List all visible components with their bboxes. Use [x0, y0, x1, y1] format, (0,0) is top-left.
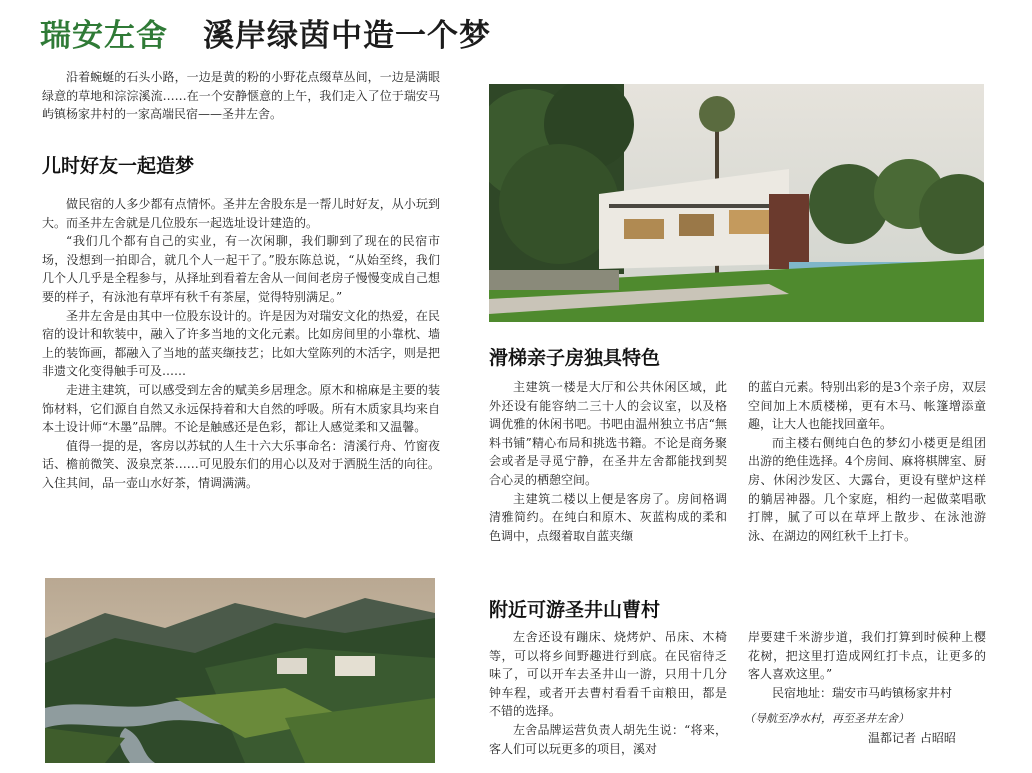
section1-body: [42, 195, 440, 493]
paragraph: 岸要建千米游步道，我们打算到时候种上樱花树，把这里打造成网红打卡点，让更多的客人喜欢这里。”: [748, 630, 986, 682]
intro-paragraph: 沿着蜿蜒的石头小路，一边是黄的粉的小野花点缀草丛间，一边是满眼绿意的草地和淙淙溪流……在一个安静惬意的上午，我们走入了位于瑞安马屿镇杨家井村的一家高端民宿——圣井左舍。: [42, 70, 440, 122]
section2-col1: [489, 378, 727, 545]
paragraph: 的蓝白元素。特别出彩的是3个亲子房，双层空间加上木质楼梯，更有木马、帐篷增添童趣，让大人也能找回童年。: [748, 380, 986, 432]
paragraph: 主建筑一楼是大厅和公共休闲区域，此外还设有能容纳二三十人的会议室，以及格调优雅的休闲书吧。书吧由温州独立书店“無料书铺”精心布局和挑选书籍。不论是商务聚会或者是寻觅宁静，在圣井左舍都能找到契合心灵的栖憩空间。: [489, 380, 727, 487]
address-line: 民宿地址：瑞安市马屿镇杨家井村: [772, 685, 953, 700]
aerial-valley-photo: [45, 578, 435, 763]
reporter-byline: 温都记者 占昭昭: [868, 731, 956, 745]
navigation-note: （导航至净水村，再至圣井左舍）: [744, 712, 909, 725]
section3-col1: [489, 628, 727, 758]
paragraph: 左舍品牌运营负责人胡先生说：“将来，客人们可以玩更多的项目，溪对: [489, 722, 727, 756]
intro-text: [42, 68, 440, 124]
section2-col2: [748, 378, 986, 545]
paragraph: 值得一提的是，客房以苏轼的人生十六大乐事命名：清溪行舟、竹窗夜话、檐前微笑、汲泉烹茶……可见股东们的用心以及对于洒脱生活的向往。入住其间，品一壶山水好茶，情调满满。: [42, 438, 440, 490]
brand-title: 瑞安左舍: [40, 18, 168, 54]
section-heading-nearby-attractions: 附近可游圣井山曹村: [489, 599, 661, 621]
headline: 溪岸绿茵中造一个梦: [203, 18, 491, 54]
paragraph: 圣井左舍是由其中一位股东设计的。许是因为对瑞安文化的热爱，在民宿的设计和软装中，融入了许多当地的文化元素。比如房间里的小靠枕、墙上的装饰画，都融入了当地的蓝夹缬技艺；比如大堂陈列的木活字，则是把非遗文化变得触手可及……: [42, 308, 440, 379]
paragraph: 左舍还设有蹦床、烧烤炉、吊床、木椅等，可以将乡间野趣进行到底。在民宿待乏味了，可以开车去圣井山一游，只用十几分钟车程，或者开去曹村看看千亩粮田，都是不错的选择。: [489, 630, 727, 719]
section-heading-childhood-friends: 儿时好友一起造梦: [42, 155, 195, 177]
paragraph: 主建筑二楼以上便是客房了。房间格调清雅简约。在纯白和原木、灰蓝构成的柔和色调中，点缀着取自蓝夹缬: [489, 491, 727, 543]
hotel-exterior-photo: [489, 84, 984, 322]
paragraph: “我们几个都有自己的实业，有一次闲聊，我们聊到了现在的民宿市场，没想到一拍即合，就几个人一起干了。”股东陈总说，“从始至终，我们几个人几乎是全程参与，从择址到看着左舍从一间间老房子慢慢变成自己想要的样子，有泳池有草坪有秋千有茶屋，觉得特别满足。”: [42, 234, 440, 304]
paragraph: 做民宿的人多少都有点情怀。圣井左舍股东是一帮儿时好友，从小玩到大。而圣井左舍就是几位股东一起选址设计建造的。: [42, 197, 440, 230]
section3-col2: [748, 628, 986, 702]
paragraph: 而主楼右侧纯白色的梦幻小楼更是组团出游的绝佳选择。4个房间、麻将棋牌室、厨房、休闲沙发区、大露台，更设有壁炉这样的躺居神器。几个家庭，相约一起做菜唱歌打牌，腻了可以在草坪上散步、在泳池游泳、在湖边的网红秋千上打卡。: [748, 435, 986, 543]
section-heading-slide-family-room: 滑梯亲子房独具特色: [489, 347, 661, 369]
paragraph: 走进主建筑，可以感受到左舍的赋美乡居理念。原木和棉麻是主要的装饰材料，它们源自自然又永远保持着和大自然的呼吸。所有木质家具均来自本土设计师“木墨”品牌。不论是触感还是色彩，都让人感觉柔和又温馨。: [42, 382, 440, 435]
